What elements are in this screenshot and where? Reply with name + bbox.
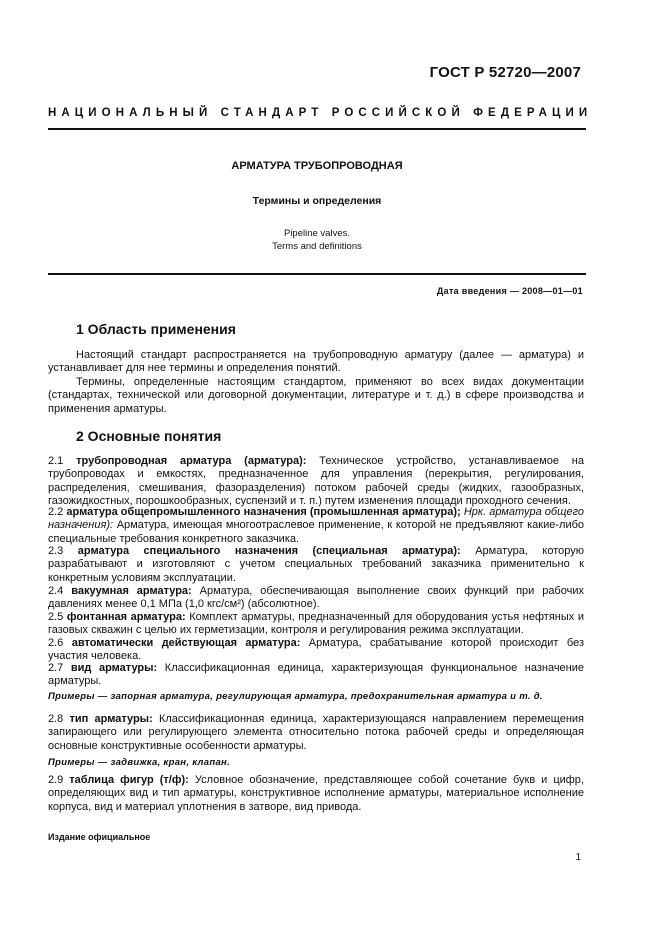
term-number: 2.4 [48,585,64,597]
term-definition: Арматура, обеспечивающая выполнение своих функций при рабочих давлениях менее 0,1 МПа (1,0 кгс/см²) (абсолютное). [48,585,584,611]
national-standard-heading: НАЦИОНАЛЬНЫЙ СТАНДАРТ РОССИЙСКОЙ ФЕДЕРАЦИИ [48,107,593,119]
term-name: фонтанная арматура: [66,611,186,623]
page-number: 1 [575,852,581,863]
term-definition: Арматура, имеющая многоотраслевое применение, к которой не предъявляют какие-либо специальные требования конкретного заказчика. [48,519,585,545]
section-2-heading: 2 Основные понятия [76,428,222,444]
section-1-paragraph-2: Термины, определенные настоящим стандартом, применяют во всех видах документации (стандартах, технической или договорной документации, литературе и т. д.) в сфере производства и применения арматуры. [48,376,584,415]
term-number: 2.5 [48,611,64,623]
term-name: таблица фигур (т/ф): [69,774,189,786]
term-note: Нрк. арматура общего назначения): [48,506,584,532]
term-number: 2.3 [48,545,64,557]
term-definition: Условное обозначение, представляющее собой сочетание букв и цифр, определяющих вид и тип арматуры, конструктивное исполнение арматуры, материальное исполнение корпуса, вид и материал уплотнения в затворе, вид привода. [48,774,584,813]
section-1-paragraph-1: Настоящий стандарт распространяется на трубопроводную арматуру (далее — арматура) и устанавливает для нее термины и определения понятий. [48,349,584,375]
term-entry-2-1 [48,455,584,509]
term-definition: Арматура, срабатывание которой происходит без участия человека. [48,637,584,663]
document-title: АРМАТУРА ТРУБОПРОВОДНАЯ [231,160,403,172]
examples-note-2: Примеры — задвижка, кран, клапан. [48,757,231,768]
term-name: тип арматуры: [69,713,153,725]
term-entry-2-9 [48,774,584,814]
term-entry-2-7 [48,662,584,689]
section-1-heading: 1 Область применения [76,321,236,337]
term-name: трубопроводная арматура (арматура): [76,455,307,467]
term-definition: Арматура, которую разрабатывают и изготовляют с учетом специальных требований заказчика применительно к конкретным условиям эксплуатации. [48,545,585,584]
introduction-date: Дата введения — 2008—01—01 [436,286,583,296]
term-name: арматура общепромышленного назначения (промышленная арматура); [66,506,461,518]
term-number: 2.7 [48,662,64,674]
document-code: ГОСТ Р 52720—2007 [429,64,581,81]
term-number: 2.2 [48,506,64,518]
term-entry-2-4 [48,585,584,612]
official-edition-label: Издание официальное [48,832,151,842]
english-title: Pipeline valves. [283,228,350,239]
examples-note-1: Примеры — запорная арматура, регулирующая арматура, предохранительная арматура и т. д. [48,691,543,702]
term-name: автоматически действующая арматура: [71,637,301,649]
document-subtitle: Термины и определения [252,195,382,207]
top-divider [48,128,586,130]
term-number: 2.6 [48,637,64,649]
term-entry-2-2 [48,506,584,546]
term-definition: Классификационная единица, характеризующая функциональное назначение арматуры. [48,662,585,688]
term-number: 2.9 [48,774,64,786]
term-name: вакуумная арматура: [71,585,192,597]
term-entry-2-3 [48,545,584,585]
english-subtitle: Terms and definitions [272,241,362,252]
term-name: вид арматуры: [70,662,158,674]
term-number: 2.8 [48,713,64,725]
title-divider [48,273,586,275]
term-entry-2-6 [48,637,584,664]
term-entry-2-8 [48,713,584,753]
term-entry-2-5 [48,611,584,638]
term-definition: Комплект арматуры, предназначенный для оборудования устья нефтяных и газовых скважин с целью их герметизации, контроля и регулирования режима эксплуатации. [48,611,585,637]
term-definition: Техническое устройство, устанавливаемое на трубопроводах и емкостях, предназначенное для управления (перекрытия, регулирования, распределения, смешивания, фазоразделения) потоком рабочей среды (жидких, газообразных, газожидкостных, порошкообразных, суспензий и т. п.) путем изменения площади проходного сечения. [48,455,584,508]
term-definition: Классификационная единица, характеризующаяся направлением перемещения запирающего или регулирующего элемента относительно потока рабочей среды и определяющая основные конструктивные особенности арматуры. [48,713,584,752]
term-name: арматура специального назначения (специальная арматура): [77,545,461,557]
term-number: 2.1 [48,455,64,467]
